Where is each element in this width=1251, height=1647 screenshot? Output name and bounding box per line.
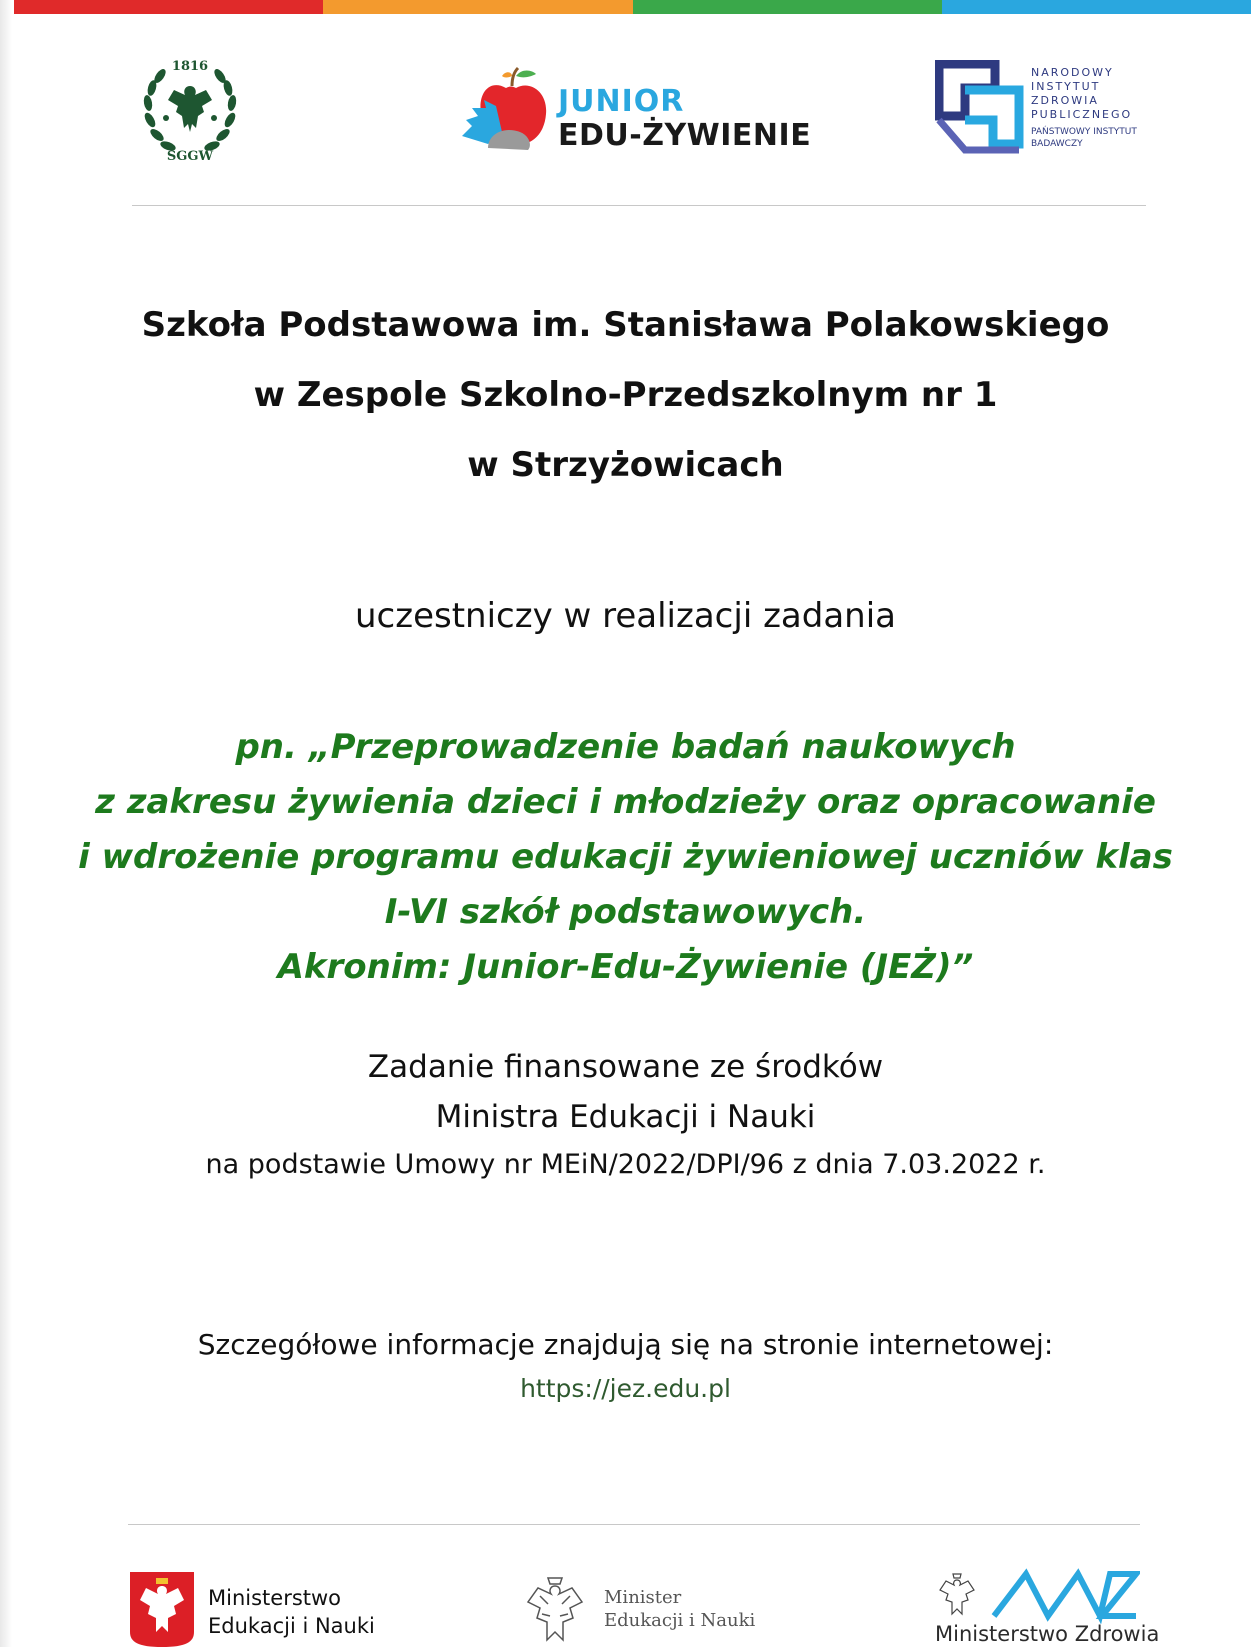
task-line-4: I-VI szkół podstawowych. <box>384 892 867 932</box>
minister-name <box>604 1586 755 1632</box>
nizp-pzh-logo <box>935 60 1155 170</box>
stripe-blue <box>942 0 1251 14</box>
task-line-1: pn. „Przeprowadzenie badań naukowych <box>235 727 1016 767</box>
minister-line-2: Edukacji i Nauki <box>604 1610 756 1631</box>
pzh-sub-line-2: BADAWCZY <box>1031 139 1083 149</box>
stripe-red <box>14 0 323 14</box>
school-name <box>0 290 1251 500</box>
task-line-3: i wdrożenie programu edukacji żywieniowej uczniów klas <box>78 837 1173 877</box>
funding-line-1: Zadanie finansowane ze środków <box>367 1049 884 1085</box>
pzh-line-4: PUBLICZNEGO <box>1031 108 1133 121</box>
men-name <box>208 1584 375 1640</box>
school-line-3: w Strzyżowicach <box>467 445 784 485</box>
school-line-2: w Zespole Szkolno-Przedszkolnym nr 1 <box>253 375 998 415</box>
header-divider <box>132 205 1146 206</box>
pzh-emblem-icon <box>935 60 1025 160</box>
mz-wave-logo <box>990 1568 1140 1624</box>
funding-line-2: Ministra Edukacji i Nauki <box>435 1099 816 1135</box>
stripe-green <box>633 0 942 14</box>
minister-eagle-icon <box>520 1574 590 1647</box>
website-link[interactable]: https://jez.edu.pl <box>520 1374 731 1403</box>
task-line-5: Akronim: Junior-Edu-Żywienie (JEŻ)” <box>277 947 974 987</box>
task-title <box>0 720 1251 995</box>
men-line-1: Ministerstwo <box>208 1586 342 1610</box>
pzh-sub-line-1: PAŃSTWOWY INSTYTUT <box>1031 127 1137 137</box>
pzh-line-3: ZDROWIA <box>1031 94 1099 107</box>
color-stripe <box>14 0 1251 14</box>
pzh-line-1: NARODOWY <box>1031 66 1114 79</box>
mz-name: Ministerstwo Zdrowia <box>935 1622 1160 1646</box>
stripe-orange <box>323 0 632 14</box>
funding-line-3: na podstawie Umowy nr MEiN/2022/DPI/96 z dnia 7.03.2022 r. <box>205 1149 1046 1180</box>
minister-line-1: Minister <box>604 1587 682 1608</box>
footer-divider <box>128 1524 1140 1525</box>
mz-eagle-icon <box>935 1572 979 1618</box>
sggw-year: 1816 <box>171 59 209 74</box>
pzh-name <box>1031 66 1132 122</box>
sggw-name: SGGW <box>166 149 214 164</box>
junior-title: JUNIOR <box>558 84 685 119</box>
pzh-subtitle <box>1031 126 1137 150</box>
participation-text: uczestniczy w realizacji zadania <box>354 596 896 636</box>
header-logos <box>0 40 1251 200</box>
school-line-1: Szkoła Podstawowa im. Stanisława Polakowskiego <box>141 305 1110 345</box>
details-text: Szczegółowe informacje znajdują się na stronie internetowej: <box>197 1328 1054 1361</box>
hedgehog-apple-icon <box>458 62 554 162</box>
pzh-line-2: INSTYTUT <box>1031 80 1101 93</box>
edu-zywienie-title: EDU-ŻYWIENIE <box>558 118 812 153</box>
junior-edu-zywienie-logo <box>458 62 818 162</box>
task-line-2: z zakresu żywienia dzieci i młodzieży oraz opracowanie <box>95 782 1156 822</box>
men-eagle-icon <box>130 1572 194 1647</box>
funding-info <box>0 1042 1251 1188</box>
footer-logos <box>0 1560 1251 1647</box>
sggw-logo <box>130 48 250 168</box>
men-line-2: Edukacji i Nauki <box>208 1614 375 1638</box>
